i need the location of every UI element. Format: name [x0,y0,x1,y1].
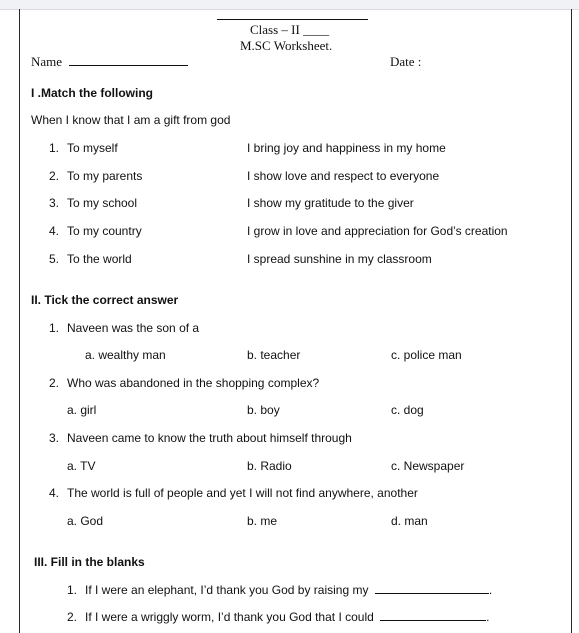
option-a: a. God [67,514,104,528]
option-c: c. police man [391,348,462,362]
section1-intro: When I know that I am a gift from god [31,113,231,127]
question-text: Who was abandoned in the shopping complex? [67,376,320,390]
option-a: a. girl [67,403,97,417]
match-row-num: 1. [49,141,60,155]
blank-item-num: 1. [67,583,78,597]
blank-item-num: 2. [67,610,78,624]
section2-heading: II. Tick the correct answer [31,293,179,307]
viewer-top-band [0,0,579,10]
match-row-right: I show love and respect to everyone [247,169,440,183]
page-right-border [571,9,572,633]
option-a: a. wealthy man [85,348,166,362]
answer-blank [375,583,489,594]
match-row-left: To my school [67,196,138,210]
worksheet-title: M.SC Worksheet. [240,38,333,53]
match-row-num: 2. [49,169,60,183]
section3-heading: III. Fill in the blanks [34,555,145,569]
match-row-right: I grow in love and appreciation for God’s creation [247,224,508,238]
question-num: 3. [49,431,60,445]
match-row-left: To my parents [67,169,143,183]
date-label: Date : [390,54,422,69]
name-blank [69,55,188,66]
question-num: 2. [49,376,60,390]
page-left-border [19,9,20,633]
match-row-right: I spread sunshine in my classroom [247,252,432,266]
match-row-right: I show my gratitude to the giver [247,196,414,210]
blank-item [85,610,489,624]
name-field [31,54,188,70]
header-rule [217,19,368,20]
match-row-num: 3. [49,196,60,210]
blank-item-end: . [488,583,493,597]
class-label: Class – II ____ [250,22,330,37]
question-text: Naveen was the son of a [67,321,200,335]
option-b: b. Radio [247,459,292,473]
match-row-right: I bring joy and happiness in my home [247,141,446,155]
blank-item-text: If I were a wriggly worm, I’d thank you God that I could [85,610,374,624]
question-num: 4. [49,486,60,500]
match-row-left: To my country [67,224,142,238]
option-c: c. dog [391,403,424,417]
match-row-num: 4. [49,224,60,238]
option-c: c. Newspaper [391,459,465,473]
option-d: d. man [391,514,428,528]
question-text: Naveen came to know the truth about himself through [67,431,352,445]
option-b: b. teacher [247,348,301,362]
match-row-num: 5. [49,252,60,266]
answer-blank [380,610,486,621]
option-a: a. TV [67,459,96,473]
question-num: 1. [49,321,60,335]
option-b: b. me [247,514,278,528]
blank-item-end: . [486,610,490,624]
match-row-left: To the world [67,252,132,266]
name-label: Name [31,54,63,69]
blank-item-text: If I were an elephant, I’d thank you God by raising my [85,583,369,597]
question-text: The world is full of people and yet I will not find anywhere, another [67,486,418,500]
section1-heading: I .Match the following [31,86,153,100]
match-row-left: To myself [67,141,118,155]
option-b: b. boy [247,403,280,417]
blank-item [85,583,492,597]
